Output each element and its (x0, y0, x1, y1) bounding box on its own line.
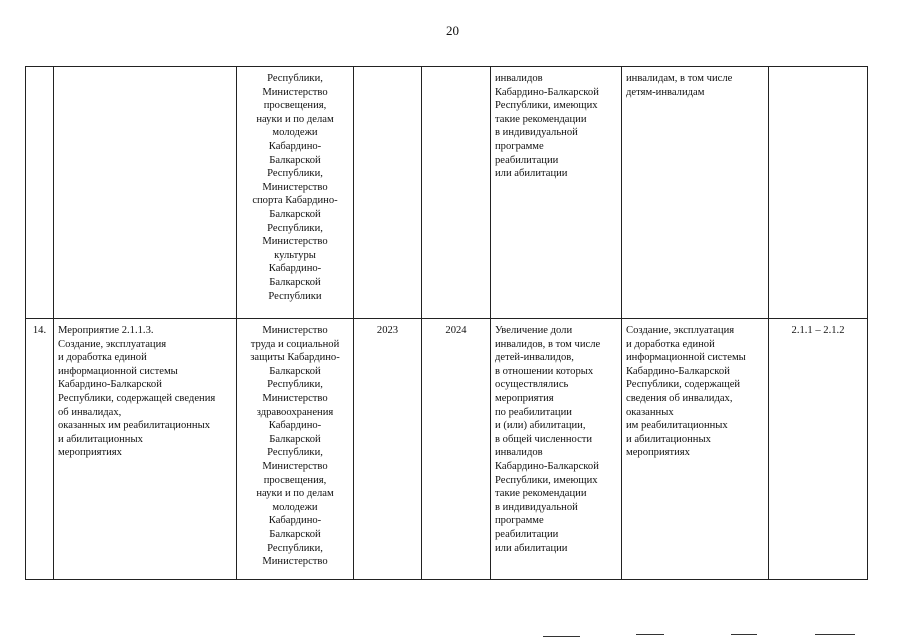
column-border (353, 66, 354, 580)
row-separator (25, 318, 868, 319)
row2-start-year: 2023 (376, 325, 399, 336)
scan-mark (731, 634, 757, 635)
row2-number: 14. (32, 325, 47, 336)
column-border (53, 66, 54, 580)
row2-event: Мероприятие 2.1.1.3. Создание, эксплуатация и доработка единой информационной системы Кабардино-Балкарской Республики, содержащей сведения об инвалидах, оказанных им реабилитационных и абилитационных мероприятиях (58, 325, 216, 459)
page-number: 20 (446, 23, 459, 38)
row2-end-year: 2024 (445, 325, 467, 336)
row1-executors: Республики, Министерство просвещения, науки и по делам молодежи Кабардино- Балкарской Республики, Министерство спорта Кабардино- Балкарской Республики, Министерство культуры Кабардино- Балкарской Республики (252, 73, 338, 302)
column-border (490, 66, 491, 580)
row2-link: 2.1.1 – 2.1.2 (791, 325, 845, 336)
scan-mark (543, 636, 580, 637)
column-border (768, 66, 769, 580)
row1-indicator: инвалидов Кабардино-Балкарской Республики, имеющих такие рекомендации в индивидуальной программе реабилитации или абилитации (495, 73, 599, 180)
row2-executors: Министерство труда и социальной защиты Кабардино- Балкарской Республики, Министерство здравоохранения Кабардино- Балкарской Республики, Министерство просвещения, науки и по делам молодежи Кабардино- Балкарской Республики, Министерство (250, 325, 340, 568)
table-top-border (25, 66, 868, 67)
column-border (421, 66, 422, 580)
row2-result: Создание, эксплуатация и доработка единой информационной системы Кабардино-Балкарской Республики, содержащей сведения об инвалидах, оказанных им реабилитационных и абилитационных мероприятиях (626, 325, 746, 459)
row2-indicator: Увеличение доли инвалидов, в том числе детей-инвалидов, в отношении которых осуществлялись мероприятия по реабилитации и (или) абилитации, в общей численности инвалидов Кабардино-Балкарской Республики, имеющих такие рекомендации в индивидуальной программе реабилитации или абилитации (495, 325, 601, 554)
column-border (25, 66, 26, 580)
row1-result: инвалидам, в том числе детям-инвалидам (626, 73, 733, 98)
column-border (621, 66, 622, 580)
column-border (867, 66, 868, 580)
table-bottom-border (25, 579, 868, 580)
scan-mark (636, 634, 664, 635)
scan-mark (815, 634, 855, 635)
